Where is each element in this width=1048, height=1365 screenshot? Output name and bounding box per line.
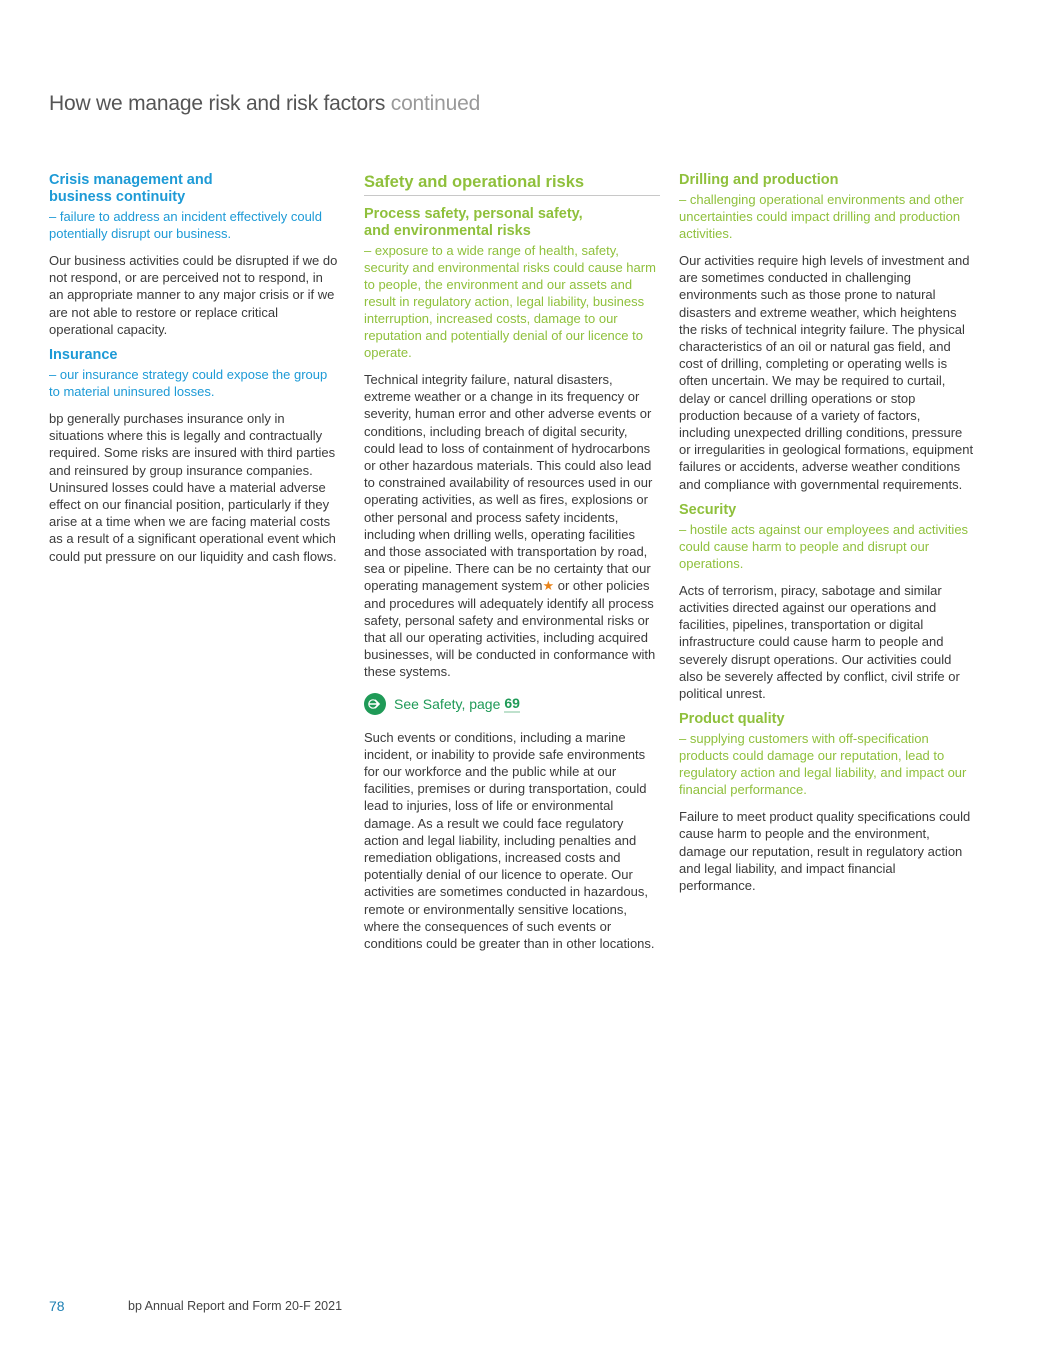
security-heading: Security [679,501,737,518]
crisis-heading [49,172,339,206]
process-body-part-a: Technical integrity failure, natural disasters, extreme weather or a change in its frequency or severity, human error and other adverse events or conditions, including breach of digital security, could lead to loss of containment of hydrocarbons or other hazardous materials. This could also lead to constrained availability of resources used in our operating activities, as well as fires, explosions or other personal and process safety incidents, including when drilling wells, operating facilities and those associated with transportation by road, sea or pipeline. There can be no certainty that our operating management system [364,372,653,594]
process-safety-subheading: – exposure to a wide range of health, safety, security and environmental risks could cause harm to people, the environment and our assets and result in regulatory action, legal liability, business interruption, increased costs, damage to our reputation and potentially denial of our licence to operate. [364,243,656,360]
page-number: 78 [49,1298,65,1314]
page-title [49,92,480,116]
insurance-subheading: – our insurance strategy could expose the group to material uninsured losses. [49,367,328,400]
page-title-text: How we manage risk and risk factors [49,92,386,115]
crisis-subheading: – failure to address an incident effectively could potentially disrupt our business. [49,209,322,241]
process-body-part-b: or other policies and procedures will adequately identify all process safety, personal safety and environmental risks or that all our operating activities, including acquired businesses, will be conducted in conformance with these systems. [364,578,656,680]
insurance-heading: Insurance [49,347,118,364]
arrow-link-icon [364,693,386,715]
drilling-heading: Drilling and production [679,172,839,188]
insurance-body: bp generally purchases insurance only in situations where this is legally and contractually required. Some risks are insured with third parties and reinsured by group insurance companies. Uninsured losses could have a material adverse effect on our financial position, particularly if they arise at a time when we are facing material costs as a result of a significant operational event which could put pressure on our liquidity and cash flows. [49,411,337,564]
events-body: Such events or conditions, including a marine incident, or inability to provide safe environments for our workforce and the public while at our facilities, premises or during transportation, could lead to injuries, loss of life or environmental damage. As a result we could face regulatory action and legal liability, including penalties and remediation obligations, increased costs and potentially denial of our licence to operate. Our activities are sometimes conducted in hazardous, remote or environmentally sensitive locations, where the consequences of such events or conditions could be greater than in other locations. [364,729,655,952]
security-body: Acts of terrorism, piracy, sabotage and similar activities directed against our operations and facilities, pipelines, transportation or digital infrastructure could cause harm to people and severely disrupt operations. Our activities could also be severely affected by conflict, civil strife or political unrest. [679,582,960,702]
security-subheading: – hostile acts against our employees and activities could cause harm to people and disrupt our operations. [679,521,969,571]
process-heading-line1: Process safety, personal safety, [364,206,583,222]
column-left [49,172,339,565]
page-title-continued: continued [390,92,481,115]
column-right [679,172,975,894]
see-safety-label: See Safety, page [394,695,501,712]
column-middle [364,172,660,952]
product-quality-body: Failure to meet product quality specifications could cause harm to people and the environment, damage our reputation, result in regulatory action and legal liability, and impact financial performance. [679,809,971,894]
see-safety-page-number[interactable]: 69 [504,694,520,711]
process-safety-body [364,371,660,681]
crisis-body: Our business activities could be disrupted if we do not respond, or are perceived not to respond, in an appropriate manner to any major crisis or if we are not able to restore or replace critical operational capacity. [49,253,338,337]
see-safety-link[interactable] [364,693,660,715]
star-icon: ★ [542,578,555,594]
crisis-heading-line1: Crisis management and [49,172,213,188]
safety-section-heading: Safety and operational risks [364,172,660,196]
drilling-subheading: – challenging operational environments and other uncertainties could impact drilling and production activities. [679,192,964,241]
drilling-body: Our activities require high levels of investment and are sometimes conducted in challenging environments such as those prone to natural disasters and extreme weather, which heightens the risks of technical integrity failure. The physical characteristics of an oil or natural gas field, and cost of drilling, completing or operating wells is often uncertain. We may be required to curtail, delay or cancel drilling operations or stop production because of a variety of factors, including unexpected drilling conditions, pressure or irregularities in geological formations, equipment failures or accidents, adverse weather conditions and compliance with governmental requirements. [679,253,974,492]
process-safety-heading [364,206,660,240]
process-heading-line2: and environmental risks [364,223,531,239]
report-title: bp Annual Report and Form 20-F 2021 [128,1299,343,1313]
product-quality-heading: Product quality [679,711,785,728]
crisis-heading-line2: business continuity [49,189,186,205]
product-quality-subheading: – supplying customers with off-specification products could damage our reputation, lead to regulatory action and legal liability, and impact our financial performance. [679,731,967,798]
